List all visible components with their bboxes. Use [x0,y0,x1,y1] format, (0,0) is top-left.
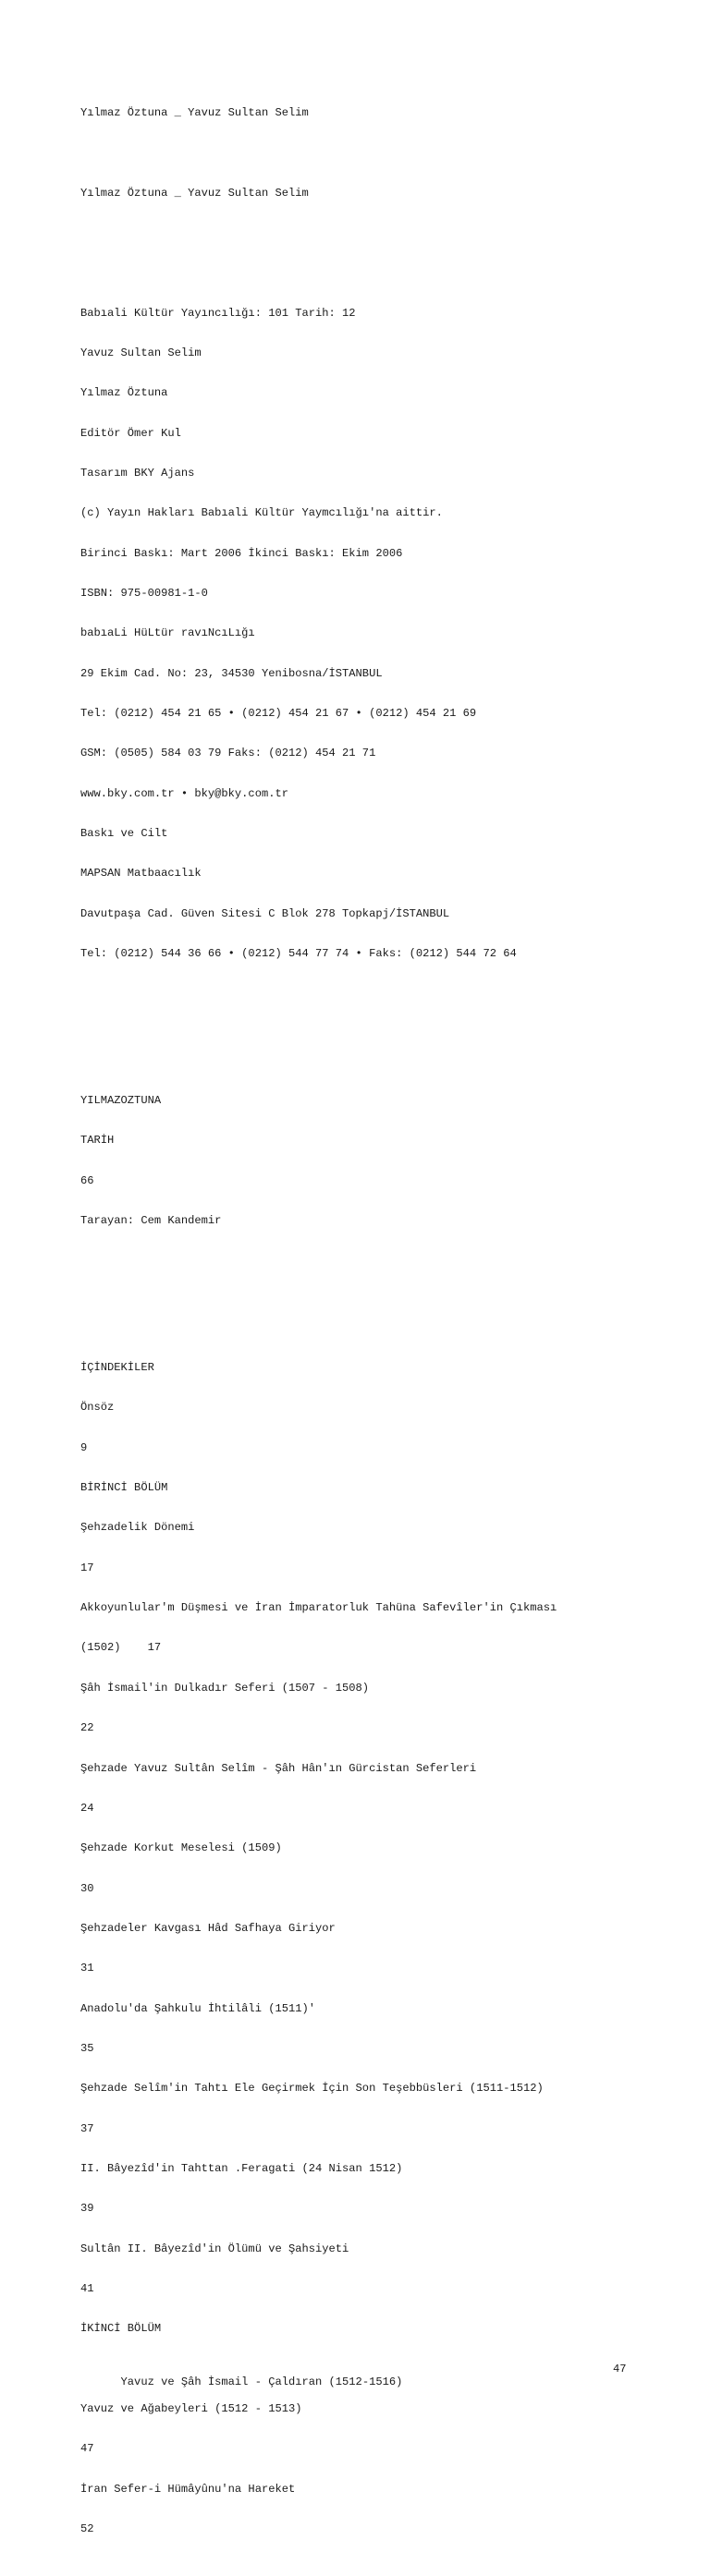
toc-row-title: Yavuz ve Şâh İsmail - Çaldıran (1512-1516) [120,2376,403,2389]
imprint-line: MAPSAN Matbaacılık [80,867,202,881]
imprint-line: babıaLi HüLtür ravıNcıLığı [80,626,255,640]
imprint-line: (c) Yayın Hakları Babıali Kültür Yaymcılığı'na aittir. [80,506,443,520]
toc-line: Anadolu'da Şahkulu İhtilâli (1511)' [80,2001,316,2015]
blank-line [80,226,672,239]
toc-row [80,2362,672,2389]
blank-line [80,1281,672,1294]
toc-heading: İÇİNDEKİLER [80,1361,154,1375]
imprint-line: Davutpaşa Cad. Güven Sitesi C Blok 278 Topkapj/İSTANBUL [80,906,450,920]
imprint-line: Yavuz Sultan Selim [80,346,202,359]
imprint-block [80,280,672,988]
series-line: Tarayan: Cem Kandemir [80,1214,222,1228]
series-line: 66 [80,1173,94,1187]
imprint-line: Tel: (0212) 454 21 65 • (0212) 454 21 67 • (0212) 454 21 69 [80,707,477,721]
blank-line [80,146,672,159]
imprint-line: Baskı ve Cilt [80,827,168,841]
imprint-line: Editör Ömer Kul [80,426,181,440]
toc-line: Yavuz ve Ağabeyleri (1512 - 1513) [80,2402,302,2416]
toc-line: Şehzadeler Kavgası Hâd Safhaya Giriyor [80,1921,336,1935]
toc-line: Şâh İsmail'in Dulkadır Seferi (1507 - 1508) [80,1681,370,1695]
toc-line: Önsöz [80,1401,115,1415]
toc-line: Şehzade Korkut Meselesi (1509) [80,1841,282,1855]
toc-line: 24 [80,1801,94,1815]
imprint-line: Yılmaz Öztuna [80,386,168,400]
toc-line: Akkoyunlular'm Düşmesi ve İran İmparatorluk Tahüna Safevîler'in Çıkması [80,1601,557,1615]
toc-line: 41 [80,2281,94,2295]
toc-line: 31 [80,1962,94,1975]
blank-line [80,1014,672,1027]
title-line-1: Yılmaz Öztuna _ Yavuz Sultan Selim [80,105,309,119]
imprint-line: Birinci Baskı: Mart 2006 İkinci Baskı: Ekim 2006 [80,546,403,560]
toc-line: 47 [80,2442,94,2456]
title-line-2: Yılmaz Öztuna _ Yavuz Sultan Selim [80,186,309,200]
toc-line: İKİNCİ BÖLÜM [80,2322,162,2336]
imprint-line: GSM: (0505) 584 03 79 Faks: (0212) 454 21 71 [80,747,376,760]
imprint-line: 29 Ekim Cad. No: 23, 34530 Yenibosna/İSTANBUL [80,666,383,680]
toc-line: 39 [80,2202,94,2216]
toc-line: II. Bâyezîd'in Tahttan .Feragati (24 Nisan 1512) [80,2161,403,2175]
toc-line: Şehzadelik Dönemi [80,1521,195,1535]
imprint-line: Tasarım BKY Ajans [80,467,195,480]
toc-line: 30 [80,1881,94,1895]
toc-line: (1502) 17 [80,1641,162,1655]
toc-line: 9 [80,1440,88,1454]
imprint-line: www.bky.com.tr • bky@bky.com.tr [80,786,288,800]
toc-line: Şehzade Selîm'in Tahtı Ele Geçirmek İçin Son Teşebbüsleri (1511-1512) [80,2082,544,2096]
toc-line: Şehzade Yavuz Sultân Selîm - Şâh Hân'ın Gürcistan Seferleri [80,1761,477,1775]
table-of-contents [80,1334,672,2562]
toc-line: 52 [80,2522,94,2536]
toc-line: 17 [80,1561,94,1574]
toc-line: İran Sefer-i Hümâyûnu'na Hareket [80,2482,296,2496]
imprint-line: Tel: (0212) 544 36 66 • (0212) 544 77 74 • Faks: (0212) 544 72 64 [80,947,517,961]
toc-line: 35 [80,2041,94,2055]
toc-line: 37 [80,2121,94,2135]
toc-line: BİRİNCİ BÖLÜM [80,1481,168,1495]
toc-line: Sultân II. Bâyezîd'in Ölümü ve Şahsiyeti [80,2242,349,2255]
toc-row-page: 47 [613,2362,627,2376]
series-block [80,1067,672,1254]
imprint-line: ISBN: 975-00981-1-0 [80,587,208,601]
imprint-line: Babıali Kültür Yayıncılığı: 101 Tarih: 12 [80,306,356,320]
toc-line: 22 [80,1721,94,1735]
series-line: YILMAZOZTUNA [80,1094,162,1108]
series-line: TARİH [80,1134,115,1148]
document-page [80,79,672,2576]
